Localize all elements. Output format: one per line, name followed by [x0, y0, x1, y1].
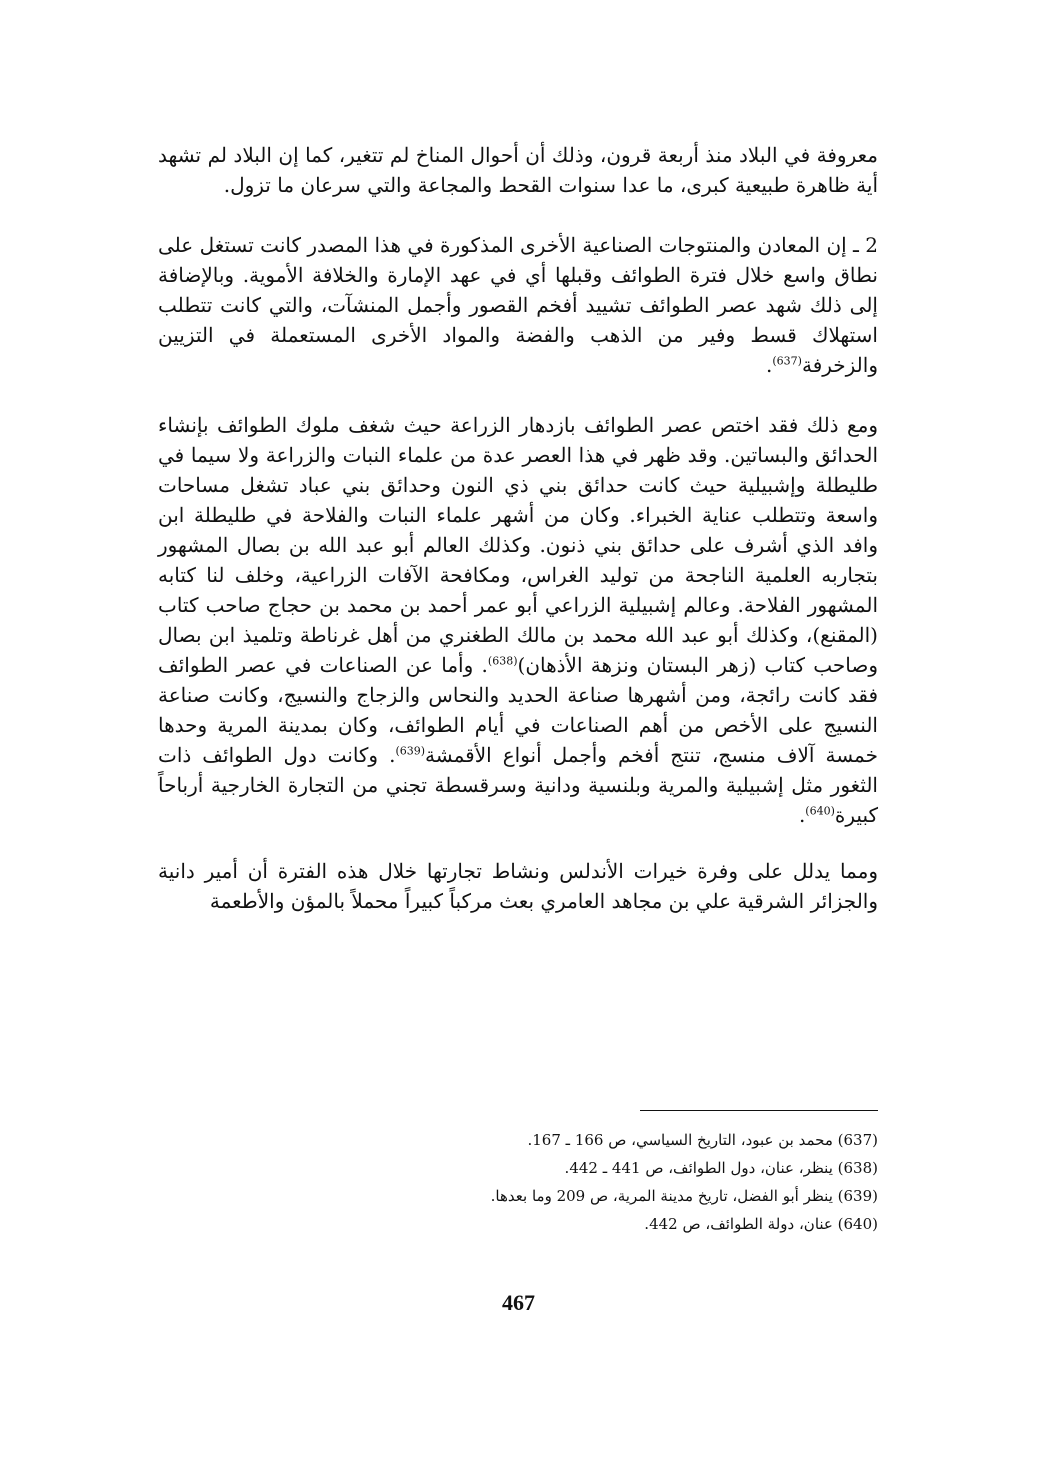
paragraph-4: ومما يدلل على وفرة خيرات الأندلس ونشاط تجارتها خلال هذه الفترة أن أمير دانية والجزائر الشرقية علي بن مجاهد العامري بعث مركباً كبيراً محملاً بالمؤن والأطعمة [158, 859, 878, 913]
paragraph-3 [158, 410, 878, 830]
footnote-ref-639: (639) [395, 744, 426, 758]
footnote-ref-638: (638) [487, 654, 518, 668]
footnote-divider [640, 1110, 878, 1111]
footnote-637: (637) محمد بن عبود، التاريخ السياسي، ص 166 ـ 167. [527, 1131, 878, 1149]
page-number: 467 [502, 1290, 535, 1315]
footnote-ref-640: (640) [805, 804, 835, 818]
paragraph-3-part-b: . وأما عن الصناعات في عصر الطوائف فقد كانت رائجة، ومن أشهرها صناعة الحديد والنحاس والزجاج والنسيج، وكانت صناعة النسيج على الأخص من أهم الصناعات في أيام الطوائف، وكان بمدينة المرية وحدها خمسة آلاف منسج، تنتج أفخم وأجمل أنواع الأقمشة [158, 653, 878, 767]
paragraph-1: معروفة في البلاد منذ أربعة قرون، وذلك أن أحوال المناخ لم تتغير، كما إن البلاد لم تشهد أية ظاهرة طبيعية كبرى، ما عدا سنوات القحط والمجاعة والتي سرعان ما تزول. [158, 143, 878, 197]
paragraph-2 [158, 230, 878, 380]
paragraph-3-part-c: . وكانت دول الطوائف ذات الثغور مثل إشبيلية والمرية وبلنسية ودانية وسرقسطة تجني من التجارة الخارجية أرباحاً كبيرة [158, 743, 878, 827]
footnote-638: (638) ينظر، عنان، دول الطوائف، ص 441 ـ 442. [564, 1159, 878, 1177]
paragraph-2-end: . [766, 353, 773, 377]
footnote-639: (639) ينظر أبو الفضل، تاريخ مدينة المرية، ص 209 وما بعدها. [490, 1187, 878, 1205]
paragraph-2-text: 2 ـ إن المعادن والمنتوجات الصناعية الأخرى المذكورة في هذا المصدر كانت تستغل على نطاق واسع خلال فترة الطوائف وقبلها أي في عهد الإمارة والخلافة الأموية. وبالإضافة إلى ذلك شهد عصر الطوائف تشييد أفخم القصور وأجمل المنشآت، والتي كانت تتطلب استهلاك قسط وفير من الذهب والفضة والمواد الأخرى المستعملة في التزيين والزخرفة [158, 233, 878, 377]
footnote-ref-637: (637) [772, 354, 802, 368]
footnote-640: (640) عنان، دولة الطوائف، ص 442. [644, 1215, 878, 1233]
paragraph-3-end: . [798, 803, 806, 827]
footnotes [420, 1126, 878, 1238]
paragraph-3-part-a: ومع ذلك فقد اختص عصر الطوائف بازدهار الزراعة حيث شغف ملوك الطوائف بإنشاء الحدائق والبساتين. وقد ظهر في هذا العصر عدة من علماء النبات والزراعة ولا سيما في طليطلة وإشبيلية حيث كانت حدائق بني ذي النون وحدائق بني عباد تشغل مساحات واسعة وتتطلب عناية الخبراء. وكان من أشهر علماء النبات والفلاحة في طليطلة ابن وافد الذي أشرف على حدائق بني ذنون. وكذلك العالم أبو عبد الله بن بصال المشهور بتجاربه العلمية الناجحة من توليد الغراس، ومكافحة الآفات الزراعية، وخلف لنا كتابه المشهور الفلاحة. وعالم إشبيلية الزراعي أبو عمر أحمد بن محمد بن حجاج صاحب كتاب (المقنع)، وكذلك أبو عبد الله محمد بن مالك الطغنري من أهل غرناطة وتلميذ ابن بصال وصاحب كتاب (زهر البستان ونزهة الأذهان) [158, 413, 879, 677]
body-text [158, 140, 878, 916]
